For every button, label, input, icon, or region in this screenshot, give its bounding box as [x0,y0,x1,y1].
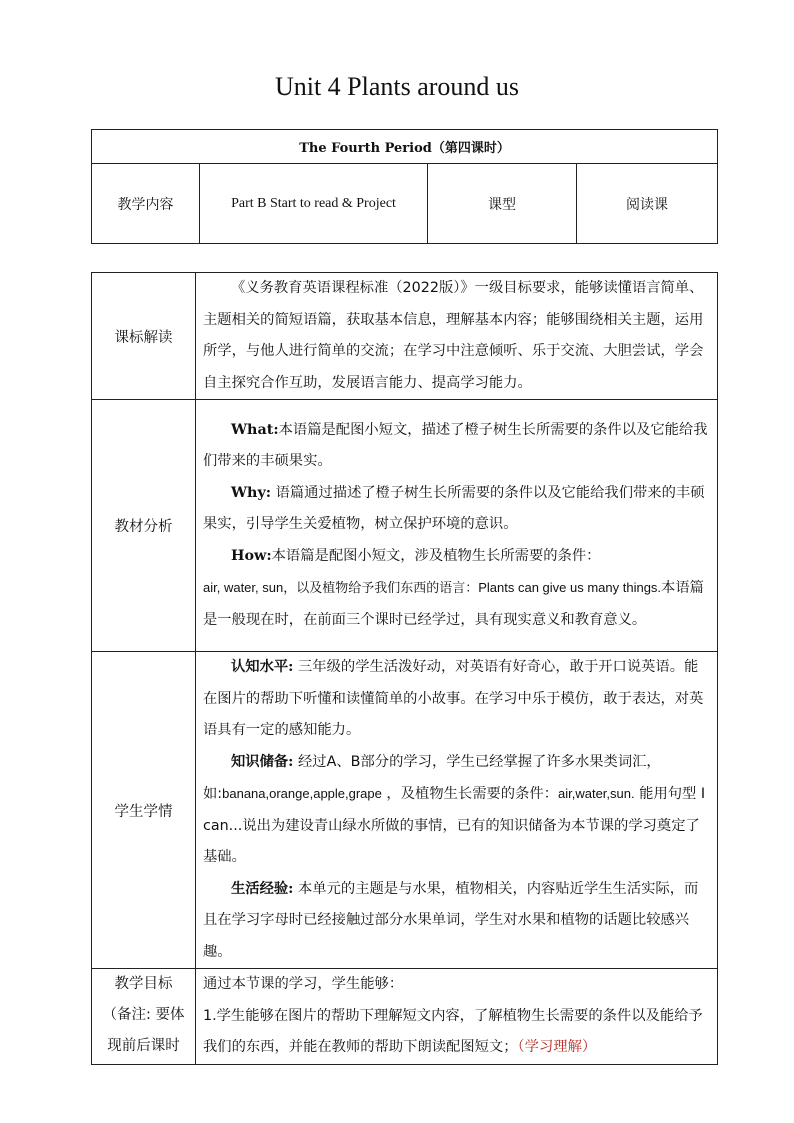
goals-label-line1: 教学目标 [114,976,173,992]
how-text1: 本语篇是配图小短文，涉及植物生长所需要的条件： [271,547,601,564]
material-label: 教材分析 [92,400,196,652]
period-title: The Fourth Period（第四课时） [92,130,718,164]
material-what [203,415,711,478]
page-title: Unit 4 Plants around us [274,72,520,101]
material-text-cell [196,400,718,652]
experience-text: 本单元的主题是与水果，植物相关，内容贴近学生生活实际，而且在学习字母时已经接触过部分水果单词，学生对水果和植物的话题比较感兴趣。 [203,880,699,960]
goals-item1-tag: （学习理解） [517,1039,597,1055]
goals-row [92,969,718,1065]
knowledge-needs: air,water,sun. [558,786,635,801]
how-text2: 本语篇是一般现在时，在前面三个课时已经学过，具有现实意义和教育意义。 [203,580,704,628]
experience-label: 生活经验: [231,880,294,897]
how-words: air, water, sun，以及植物给予我们东西的语言： [203,580,479,596]
knowledge-text2: ，及植物生长需要的条件： [381,786,558,802]
goals-label-line3: 现前后课时 [107,1038,180,1054]
material-row [92,400,718,652]
goals-label [92,969,196,1065]
students-row [92,652,718,969]
students-text-cell [196,652,718,969]
what-text: 本语篇是配图小短文，描述了橙子树生长所需要的条件以及它能给我们带来的丰硕果实。 [203,421,708,470]
goals-text-cell [196,969,718,1065]
students-p1 [203,652,711,747]
goals-item1 [203,1001,711,1064]
why-text: 语篇通过描述了橙子树生长所需要的条件以及它能给我们带来的丰硕果实，引导学生关爱植物，树立保护环境的意识。 [203,484,705,533]
what-label: What: [231,421,279,438]
knowledge-fruits: banana,orange,apple,grape [222,786,382,801]
standard-label: 课标解读 [92,273,196,400]
material-why [203,478,711,541]
lesson-detail-table [91,272,718,1065]
material-how [203,541,711,573]
type-label: 课型 [428,164,577,244]
lesson-header-table [91,129,718,244]
students-label: 学生学情 [92,652,196,969]
goals-intro: 通过本节课的学习，学生能够： [203,976,404,992]
how-label: How: [231,547,272,564]
how-sentence: Plants can give us many things. [478,580,662,596]
goals-item1-text: 1.学生能够在图片的帮助下理解短文内容，了解植物生长需要的条件以及能给予我们的东西，并能在教师的帮助下朗读配图短文； [203,1007,703,1055]
knowledge-text1: 经过A、B部分的学习，学生已经掌握了许多水果类词汇，如: [203,753,661,802]
standard-text-cell [196,273,718,400]
material-how-cont [203,572,711,636]
type-value: 阅读课 [577,164,718,244]
content-label: 教学内容 [92,164,200,244]
standard-row [92,273,718,400]
standard-text: 《义务教育英语课程标准（2022版）》一级目标要求，能够读懂语言简单、主题相关的简短语篇，获取基本信息，理解基本内容；能够围绕相关主题，运用所学，与他人进行简单的交流；在学习中注意倾听、乐于交流、大胆尝试，学会自主探究合作互助，发展语言能力、提高学习能力。 [203,280,704,391]
knowledge-text3: 能用句型 I can...说出为建设青山绿水所做的事情，已有的知识储备为本节课的学习奠定了基础。 [203,786,706,865]
goals-label-line2: （备注: 要体 [102,1007,185,1023]
cognition-label: 认知水平: [231,659,294,675]
knowledge-label: 知识储备: [231,753,294,770]
students-p2 [203,747,711,874]
why-label: Why: [231,484,272,501]
cognition-text: 三年级的学生活泼好动，对英语有好奇心，敢于开口说英语。能在图片的帮助下听懂和读懂简单的小故事。在学习中乐于模仿，敢于表达，对英语具有一定的感知能力。 [203,659,704,738]
content-value: Part B Start to read & Project [200,164,428,244]
students-p3 [203,874,711,969]
